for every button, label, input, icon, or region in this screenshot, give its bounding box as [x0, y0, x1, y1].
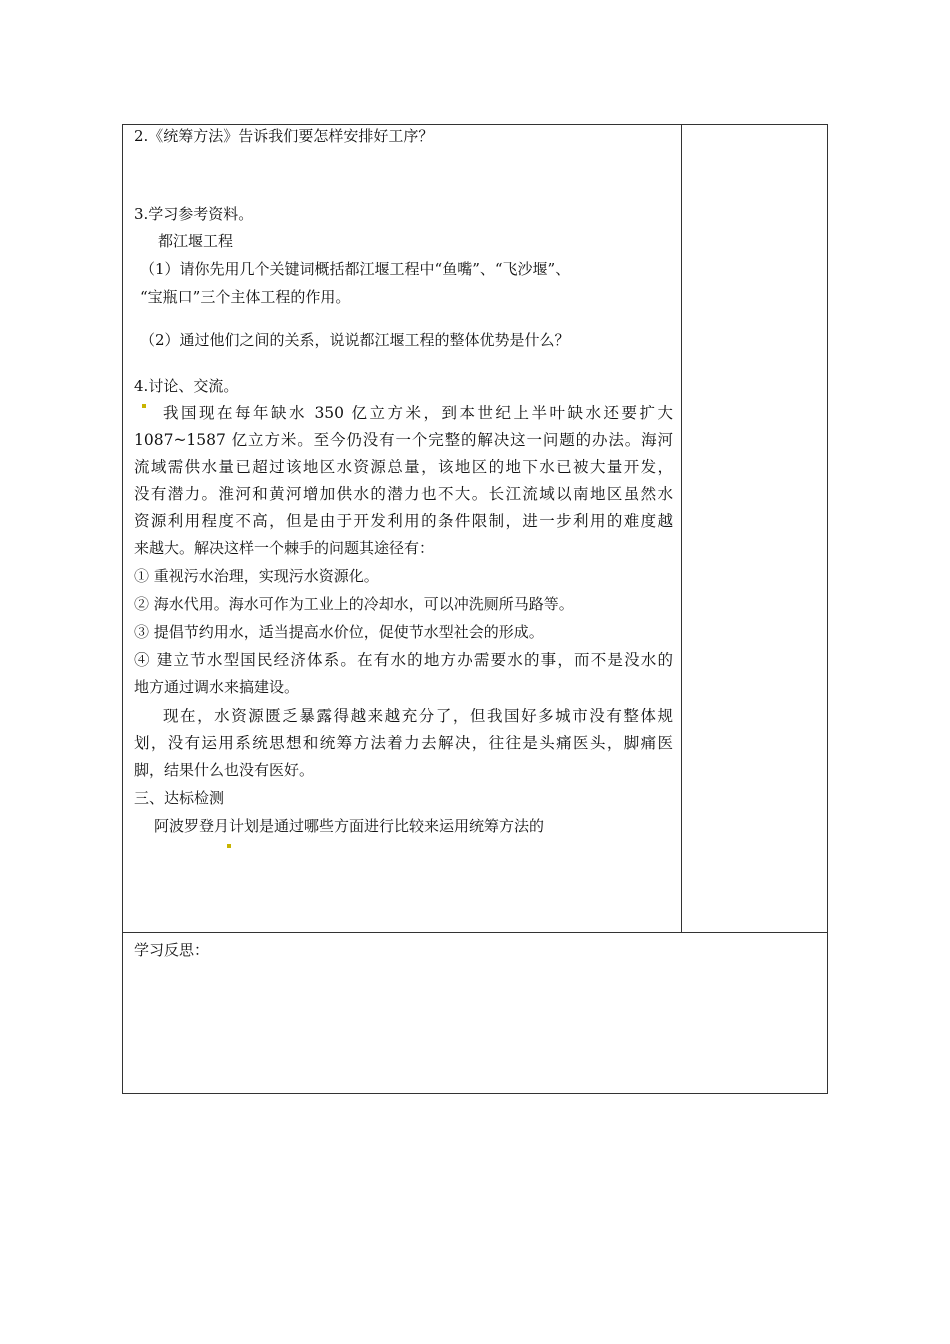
- question-4-title: [134, 377, 238, 395]
- paragraph-2-line-1: 现在，水资源匮乏暴露得越来越充分了，但我国好多城市没有整体规: [163, 707, 673, 725]
- paragraph-1-line-1: 我国现在每年缺水 350 亿立方米，到本世纪上半叶缺水还要扩大: [163, 404, 673, 422]
- test-question-part-a: 阿波罗登月: [154, 817, 230, 835]
- column-divider: [681, 125, 682, 932]
- paragraph-2-line-3: 脚，结果什么也没有医好。: [134, 761, 315, 779]
- list-item-1: ① 重视污水治理，实现污水资源化。: [134, 567, 379, 585]
- test-question: [154, 817, 544, 835]
- reflection-label: 学习反思：: [134, 941, 210, 959]
- question-4-number: 4: [134, 377, 144, 395]
- question-2: 2.《统筹方法》告诉我们要怎样安排好工序？: [134, 127, 434, 145]
- paragraph-1-line-3: 流域需供水量已超过该地区水资源总量，该地区的地下水已被大量开发，: [134, 458, 673, 476]
- question-3-subtitle: 都江堰工程: [158, 232, 234, 250]
- section-3-title: 三、达标检测: [134, 789, 225, 807]
- paragraph-1-line-2: 1087~1587 亿立方米。至今仍没有一个完整的解决这一问题的办法。海河: [134, 431, 673, 449]
- list-item-4-line-1: ④ 建立节水型国民经济体系。在有水的地方办需要水的事，而不是没水的: [134, 651, 673, 669]
- worksheet-table: [122, 124, 828, 1094]
- question-3-item-2: （2）通过他们之间的关系，说说都江堰工程的整体优势是什么？: [140, 331, 570, 349]
- paragraph-1-line-4: 没有潜力。淮河和黄河增加供水的潜力也不大。长江流域以南地区虽然水: [134, 485, 673, 503]
- row-divider: [123, 932, 827, 933]
- test-question-part-b: 计划是通过哪些方面进行比较来运用统筹方法的: [229, 817, 545, 835]
- question-3-title: 3.学习参考资料。: [134, 205, 254, 223]
- paragraph-2-line-2: 划，没有运用系统思想和统筹方法着力去解决，往往是头痛医头，脚痛医: [134, 734, 673, 752]
- list-item-2: ② 海水代用。海水可作为工业上的冷却水，可以冲洗厕所马路等。: [134, 595, 574, 613]
- paragraph-1-line-6: 来越大。解决这样一个棘手的问题其途径有：: [134, 539, 435, 557]
- list-item-4-line-2: 地方通过调水来搞建设。: [134, 678, 300, 696]
- list-item-3: ③ 提倡节约用水，适当提高水价位，促使节水型社会的形成。: [134, 623, 544, 641]
- question-4-label: .讨论、交流。: [143, 377, 239, 395]
- paragraph-1-line-5: 资源利用程度不高，但是由于开发利用的条件限制，进一步利用的难度越: [134, 512, 673, 530]
- question-3-item-1-line-1: （1）请你先用几个关键词概括都江堰工程中“鱼嘴”、“飞沙堰”、: [140, 260, 571, 278]
- question-3-item-1-line-2: “宝瓶口”三个主体工程的作用。: [140, 288, 351, 306]
